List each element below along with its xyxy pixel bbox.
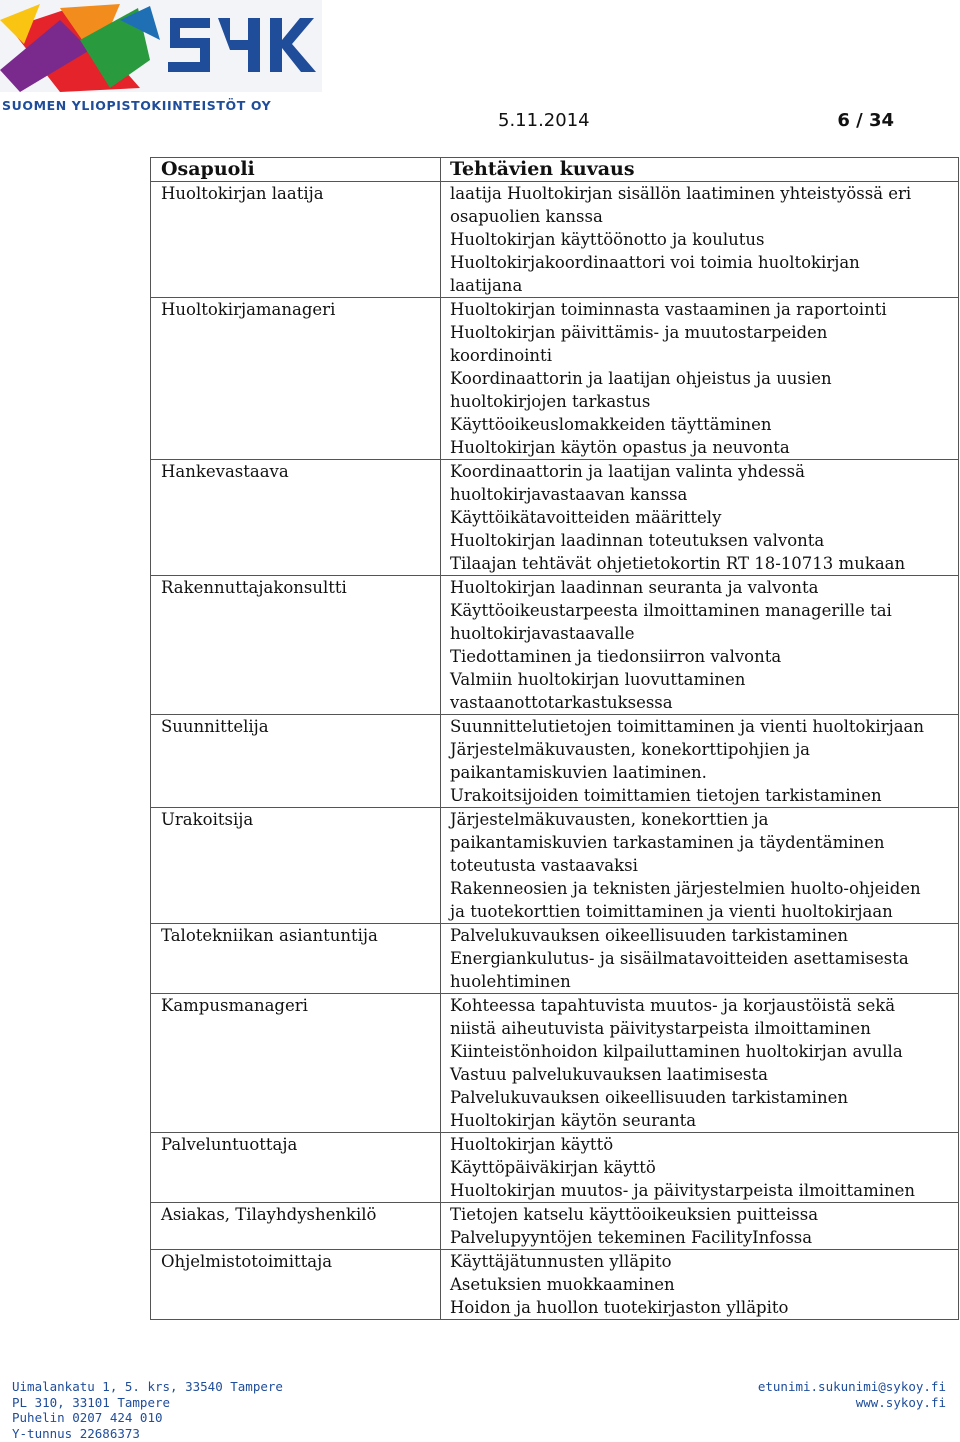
page-number: 6 / 34	[837, 110, 894, 131]
table-row	[151, 576, 959, 715]
table-row	[151, 808, 959, 924]
task-line: Huoltokirjan laadinnan toteutuksen valvonta	[450, 531, 825, 550]
party-name: Asiakas, Tilayhdyshenkilö	[161, 1205, 377, 1224]
task-line: Palvelukuvauksen oikeellisuuden tarkistaminen	[450, 926, 848, 945]
task-line: Käyttöikätavoitteiden määrittely	[450, 508, 722, 527]
party-name: Urakoitsija	[161, 810, 254, 829]
footer-website: www.sykoy.fi	[855, 1394, 946, 1410]
column-header-party: Osapuoli	[161, 158, 255, 180]
task-line: huoltokirjojen tarkastus	[450, 392, 651, 411]
party-name: Ohjelmistotoimittaja	[161, 1252, 333, 1271]
party-name: Huoltokirjamanageri	[161, 300, 336, 319]
task-line: Huoltokirjan muutos- ja päivitystarpeista ilmoittaminen	[450, 1181, 916, 1200]
task-line: Huoltokirjan käytön seuranta	[450, 1111, 697, 1130]
task-line: laatija Huoltokirjan sisällön laatiminen yhteistyössä eri	[450, 184, 912, 203]
document-date: 5.11.2014	[498, 110, 590, 131]
task-line: niistä aiheutuvista päivitystarpeista ilmoittaminen	[450, 1019, 871, 1038]
task-line: koordinointi	[450, 346, 552, 365]
task-line: Huoltokirjan käyttö	[450, 1135, 614, 1154]
task-line: vastaanottotarkastuksessa	[450, 693, 673, 712]
footer-business-id: Y-tunnus 22686373	[12, 1425, 140, 1441]
table-row	[151, 460, 959, 576]
task-line: Rakenneosien ja teknisten järjestelmien huolto-ohjeiden	[450, 879, 921, 898]
table-row	[151, 1250, 959, 1320]
party-name: Kampusmanageri	[161, 996, 308, 1015]
task-line: Järjestelmäkuvausten, konekorttien ja	[450, 810, 769, 829]
task-line: Käyttäjätunnusten ylläpito	[450, 1252, 672, 1271]
table-row	[151, 182, 959, 298]
footer-email: etunimi.sukunimi@sykoy.fi	[757, 1379, 946, 1394]
task-line: Tiedottaminen ja tiedonsiirron valvonta	[450, 647, 782, 666]
task-line: huolehtiminen	[450, 972, 571, 991]
task-line: Tietojen katselu käyttöoikeuksien puitteissa	[450, 1205, 819, 1224]
task-line: Palvelupyyntöjen tekeminen FacilityInfossa	[450, 1228, 813, 1247]
party-name: Huoltokirjan laatija	[161, 184, 324, 203]
task-line: Huoltokirjan käytön opastus ja neuvonta	[450, 438, 790, 457]
footer-contact	[758, 1379, 946, 1410]
footer-address-line: Uimalankatu 1, 5. krs, 33540 Tampere	[12, 1379, 283, 1394]
task-line: Huoltokirjan laadinnan seuranta ja valvonta	[450, 578, 819, 597]
party-name: Palveluntuottaja	[161, 1135, 298, 1154]
logo-subtitle: SUOMEN YLIOPISTOKIINTEISTÖT OY	[2, 98, 272, 113]
task-line: laatijana	[450, 276, 523, 295]
task-line: Koordinaattorin ja laatijan valinta yhdessä	[450, 462, 805, 481]
table-row	[151, 1203, 959, 1250]
task-line: Huoltokirjan päivittämis- ja muutostarpeiden	[450, 323, 828, 342]
task-line: ja tuotekorttien toimittaminen ja vienti huoltokirjaan	[450, 902, 893, 921]
table-row	[151, 994, 959, 1133]
task-line: Hoidon ja huollon tuotekirjaston ylläpito	[450, 1298, 789, 1317]
column-header-tasks: Tehtävien kuvaus	[450, 158, 635, 180]
task-line: huoltokirjavastaavalle	[450, 624, 635, 643]
party-name: Rakennuttajakonsultti	[161, 578, 347, 597]
table-row	[151, 298, 959, 460]
table-header-row	[151, 158, 959, 182]
task-line: Huoltokirjan toiminnasta vastaaminen ja raportointi	[450, 300, 887, 319]
task-line: Suunnittelutietojen toimittaminen ja vienti huoltokirjaan	[450, 717, 925, 736]
table-row	[151, 1133, 959, 1203]
task-line: Käyttöoikeustarpeesta ilmoittaminen managerille tai	[450, 601, 892, 620]
task-line: Valmiin huoltokirjan luovuttaminen	[450, 670, 746, 689]
footer-address-line: PL 310, 33101 Tampere	[12, 1394, 171, 1410]
task-line: Urakoitsijoiden toimittamien tietojen tarkistaminen	[450, 786, 882, 805]
task-line: Vastuu palvelukuvauksen laatimisesta	[450, 1065, 768, 1084]
party-name: Talotekniikan asiantuntija	[161, 926, 378, 945]
task-line: paikantamiskuvien tarkastaminen ja täydentäminen	[450, 833, 885, 852]
task-line: Energiankulutus- ja sisäilmatavoitteiden asettamisesta	[450, 949, 909, 968]
task-line: Asetuksien muokkaaminen	[450, 1275, 675, 1294]
task-line: Koordinaattorin ja laatijan ohjeistus ja uusien	[450, 369, 832, 388]
task-line: Kiinteistönhoidon kilpailuttaminen huoltokirjan avulla	[450, 1042, 903, 1061]
task-line: Palvelukuvauksen oikeellisuuden tarkistaminen	[450, 1088, 848, 1107]
task-line: Järjestelmäkuvausten, konekorttipohjien ja	[450, 740, 811, 759]
task-line: Huoltokirjakoordinaattori voi toimia huoltokirjan	[450, 253, 860, 272]
party-name: Hankevastaava	[161, 462, 289, 481]
task-line: toteutusta vastaavaksi	[450, 856, 638, 875]
task-line: osapuolien kanssa	[450, 207, 603, 226]
task-line: Kohteessa tapahtuvista muutos- ja korjaustöistä sekä	[450, 996, 896, 1015]
footer-address	[12, 1379, 283, 1441]
responsibility-table	[150, 157, 959, 1320]
task-line: Käyttöoikeuslomakkeiden täyttäminen	[450, 415, 772, 434]
party-name: Suunnittelija	[161, 717, 269, 736]
table-row	[151, 924, 959, 994]
table-row	[151, 715, 959, 808]
task-line: Tilaajan tehtävät ohjetietokortin RT 18-10713 mukaan	[450, 554, 906, 573]
task-line: Huoltokirjan käyttöönotto ja koulutus	[450, 230, 765, 249]
footer-phone: Puhelin 0207 424 010	[12, 1410, 163, 1425]
task-line: huoltokirjavastaavan kanssa	[450, 485, 688, 504]
task-line: paikantamiskuvien laatiminen.	[450, 763, 707, 782]
task-line: Käyttöpäiväkirjan käyttö	[450, 1158, 656, 1177]
